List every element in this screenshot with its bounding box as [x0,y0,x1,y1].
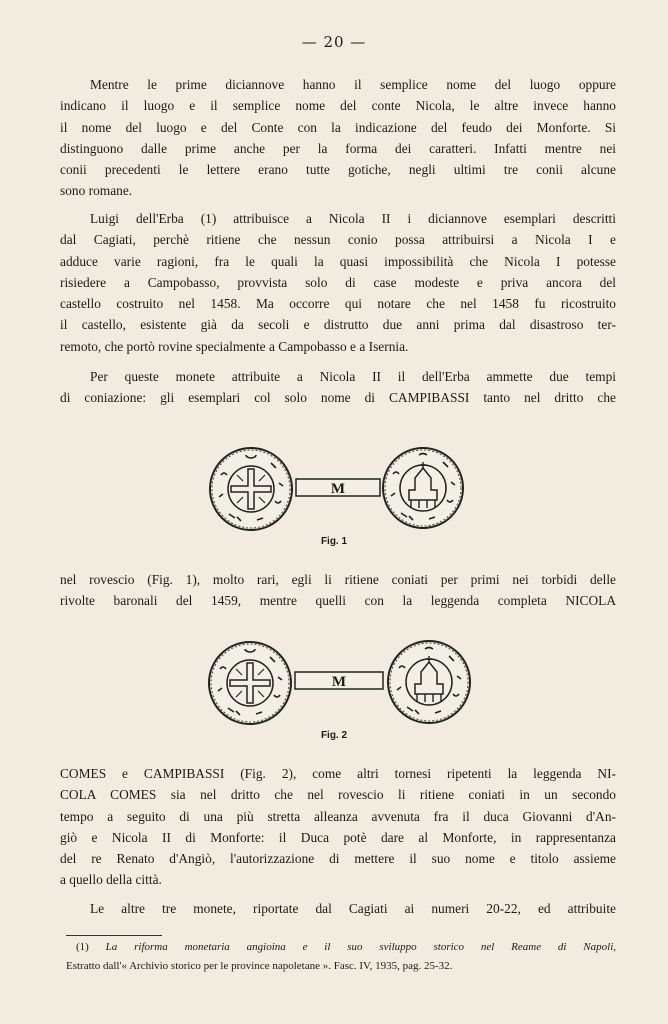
text-line: Per queste monete attribuite a Nicola II il dell'Erba ammette due tempi [90,369,616,384]
text-line: rivolte baronali del 1459, mentre quelli con la leggenda completa NICOLA [60,593,616,609]
coin-reverse [383,448,463,528]
coin-obverse [210,448,292,530]
paragraph-4 [60,569,616,612]
text-line: del re Renato d'Angiò, l'autorizzazione di mettere il suo nome e titolo assieme [60,851,616,867]
mint-mark-label: M [330,481,346,497]
footnote-line-2: Estratto dall'« Archivio storico per le province napoletane ». Fasc. IV, 1935, pag. 25-32. [66,960,453,972]
text-line: Le altre tre monete, riportate dal Cagiati ai numeri 20-22, ed attribuite [90,901,616,916]
coin-pair-figure-2 [0,634,668,734]
text-line: COLA COMES sia nel dritto che nel rovescio li ritiene coniati in un secondo [60,787,616,803]
text-line: a quello della città. [60,872,162,888]
paragraph-2 [60,208,616,357]
text-line: dal Cagiati, perchè ritiene che nessun conio possa attribuirsi a Nicola I e [60,232,616,248]
text-line: tempo a seguito di una più stretta alleanza avvenuta fra il duca Giovanni d'An- [60,808,616,824]
paragraph-3 [60,366,616,409]
figure-1 [0,440,668,540]
footnote-marker: (1) [76,941,89,953]
text-line: Mentre le prime diciannove hanno il semplice nome del luogo oppure [90,77,616,92]
paragraph-1 [60,74,616,202]
figure-caption: Fig. 2 [320,730,348,741]
text-line: Luigi dell'Erba (1) attribuisce a Nicola II i diciannove esemplari descritti [90,211,616,226]
footnote [66,938,616,976]
text-line: nel rovescio (Fig. 1), molto rari, egli li ritiene coniati per primi nei torbidi delle [60,572,616,587]
text-line: distinguono dalle prime anche per la forma dei caratteri. Infatti mentre nei [60,140,616,156]
text-line: risiedere a Campobasso, provvista solo di case modeste e priva ancora del [60,274,616,290]
footnote-title: La riforma monetaria angioina e il suo sviluppo storico nel Reame di Napoli, [105,941,617,953]
page-number: — 20 — [301,33,367,51]
text-line: il castello, esistente già da secoli e distrutto due anni prima dal disastroso ter- [60,317,616,333]
text-line: remoto, che portò rovine specialmente a Campobasso e a Isernia. [60,338,409,354]
footnote-line-1 [66,938,616,957]
text-line: COMES e CAMPIBASSI (Fig. 2), come altri tornesi ripetenti la leggenda NI- [60,766,616,781]
paragraph-6 [60,898,616,919]
text-line: indicano il luogo e il semplice nome del conte Nicola, le altre invece hanno [60,98,616,114]
footnote-rule [66,935,162,936]
coin-reverse [388,641,470,723]
text-line: adduce varie ragioni, fra le quali la quasi impossibilità che Nicola I potesse [60,253,616,269]
paragraph-5 [60,763,616,891]
text-line: il nome del luogo e del Conte con la indicazione del feudo dei Monforte. Si [60,119,616,135]
figure-caption: Fig. 1 [320,536,348,547]
mint-mark-label: M [331,674,347,690]
text-line: sono romane. [60,183,133,199]
text-line: di coniazione: gli esemplari col solo nome di CAMPIBASSI tanto nel dritto che [60,390,616,406]
text-line: castello costruito nel 1458. Ma occorre qui notare che nel 1458 fu ricostruito [60,296,616,312]
figure-2 [0,634,668,734]
text-line: giò e Nicola II di Monforte: il Duca potè dare al Monforte, in rappresentanza [60,829,616,845]
coin-obverse [209,642,291,724]
coin-pair-figure-1 [0,440,668,540]
text-line: conii precedenti le lettere erano tutte gotiche, negli ultimi tre conii alcune [60,162,616,178]
